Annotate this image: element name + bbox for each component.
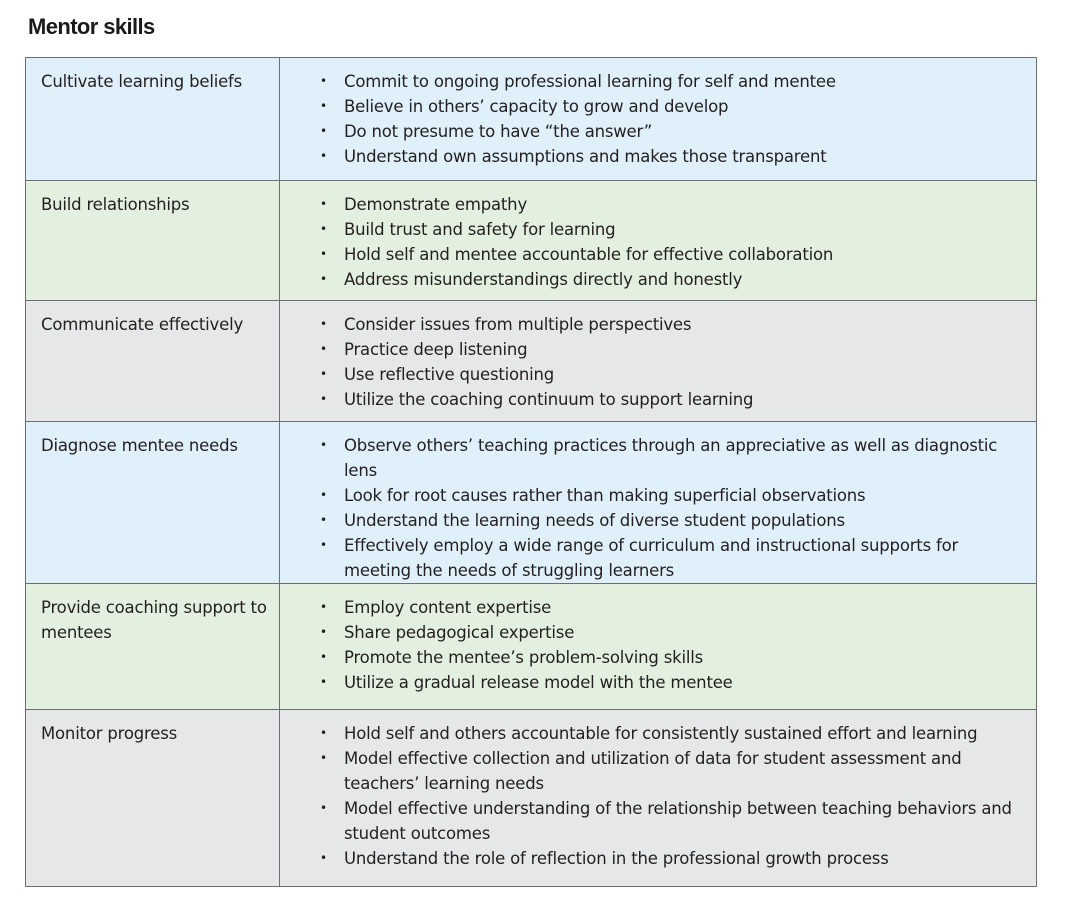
bullet-icon: • [320, 513, 327, 527]
list-item-text: Use reflective questioning [344, 365, 555, 384]
skill-items-cell [280, 181, 1037, 301]
skill-items-list [280, 69, 1020, 169]
list-item-text: Consider issues from multiple perspectives [344, 315, 692, 334]
skill-name: Communicate effectively [26, 301, 280, 422]
list-item [280, 746, 1020, 796]
list-item-text: Hold self and mentee accountable for effective collaboration [344, 245, 834, 264]
list-item [280, 670, 1020, 695]
list-item-text: Model effective understanding of the relationship between teaching behaviors and student outcomes [344, 799, 1012, 843]
skill-items-list [280, 312, 1020, 412]
skill-name: Diagnose mentee needs [26, 422, 280, 584]
skill-items-list [280, 192, 1020, 292]
bullet-icon: • [320, 625, 327, 639]
table-row [26, 301, 1037, 422]
list-item [280, 312, 1020, 337]
list-item [280, 387, 1020, 412]
list-item-text: Observe others’ teaching practices through an appreciative as well as diagnostic lens [344, 436, 998, 480]
bullet-icon: • [320, 851, 327, 865]
bullet-icon: • [320, 342, 327, 356]
list-item [280, 144, 1020, 169]
table-row [26, 181, 1037, 301]
list-item-text: Promote the mentee’s problem-solving skills [344, 648, 704, 667]
bullet-icon: • [320, 438, 327, 452]
bullet-icon: • [320, 272, 327, 286]
list-item [280, 533, 1020, 583]
skill-items-cell [280, 710, 1037, 887]
bullet-icon: • [320, 392, 327, 406]
skill-items-cell [280, 58, 1037, 181]
bullet-icon: • [320, 650, 327, 664]
list-item-text: Practice deep listening [344, 340, 528, 359]
list-item [280, 433, 1020, 483]
skill-items-list [280, 595, 1020, 695]
list-item [280, 69, 1020, 94]
table-row [26, 584, 1037, 710]
list-item [280, 620, 1020, 645]
list-item [280, 846, 1020, 871]
bullet-icon: • [320, 801, 327, 815]
skill-name: Build relationships [26, 181, 280, 301]
bullet-icon: • [320, 197, 327, 211]
list-item-text: Do not presume to have “the answer” [344, 122, 653, 141]
bullet-icon: • [320, 222, 327, 236]
list-item [280, 362, 1020, 387]
list-item-text: Hold self and others accountable for consistently sustained effort and learning [344, 724, 978, 743]
list-item [280, 645, 1020, 670]
list-item-text: Utilize a gradual release model with the mentee [344, 673, 733, 692]
bullet-icon: • [320, 726, 327, 740]
bullet-icon: • [320, 367, 327, 381]
mentor-skills-table [25, 57, 1037, 887]
list-item [280, 508, 1020, 533]
skill-name: Provide coaching support to mentees [26, 584, 280, 710]
skill-items-list [280, 433, 1020, 583]
list-item-text: Believe in others’ capacity to grow and develop [344, 97, 729, 116]
list-item-text: Understand own assumptions and makes those transparent [344, 147, 827, 166]
skill-items-cell [280, 584, 1037, 710]
bullet-icon: • [320, 751, 327, 765]
page-title: Mentor skills [28, 14, 155, 39]
table-row [26, 422, 1037, 584]
bullet-icon: • [320, 124, 327, 138]
list-item-text: Look for root causes rather than making superficial observations [344, 486, 866, 505]
list-item-text: Share pedagogical expertise [344, 623, 575, 642]
bullet-icon: • [320, 675, 327, 689]
list-item [280, 267, 1020, 292]
skill-items-list [280, 721, 1020, 871]
skill-name: Monitor progress [26, 710, 280, 887]
list-item [280, 796, 1020, 846]
list-item [280, 217, 1020, 242]
list-item [280, 483, 1020, 508]
list-item-text: Effectively employ a wide range of curriculum and instructional supports for meeting the needs of struggling learners [344, 536, 959, 580]
bullet-icon: • [320, 99, 327, 113]
table-row [26, 58, 1037, 181]
list-item-text: Utilize the coaching continuum to support learning [344, 390, 754, 409]
skill-items-cell [280, 301, 1037, 422]
list-item-text: Build trust and safety for learning [344, 220, 616, 239]
list-item [280, 192, 1020, 217]
bullet-icon: • [320, 600, 327, 614]
bullet-icon: • [320, 488, 327, 502]
list-item-text: Commit to ongoing professional learning for self and mentee [344, 72, 836, 91]
bullet-icon: • [320, 74, 327, 88]
list-item-text: Understand the role of reflection in the professional growth process [344, 849, 889, 868]
bullet-icon: • [320, 247, 327, 261]
list-item-text: Employ content expertise [344, 598, 552, 617]
bullet-icon: • [320, 149, 327, 163]
list-item [280, 721, 1020, 746]
list-item-text: Understand the learning needs of diverse student populations [344, 511, 845, 530]
list-item [280, 119, 1020, 144]
bullet-icon: • [320, 538, 327, 552]
list-item [280, 595, 1020, 620]
list-item [280, 337, 1020, 362]
list-item [280, 94, 1020, 119]
bullet-icon: • [320, 317, 327, 331]
skill-name: Cultivate learning beliefs [26, 58, 280, 181]
table-row [26, 710, 1037, 887]
list-item-text: Demonstrate empathy [344, 195, 528, 214]
list-item-text: Model effective collection and utilization of data for student assessment and teachers’ learning needs [344, 749, 962, 793]
list-item [280, 242, 1020, 267]
skill-items-cell [280, 422, 1037, 584]
list-item-text: Address misunderstandings directly and honestly [344, 270, 743, 289]
